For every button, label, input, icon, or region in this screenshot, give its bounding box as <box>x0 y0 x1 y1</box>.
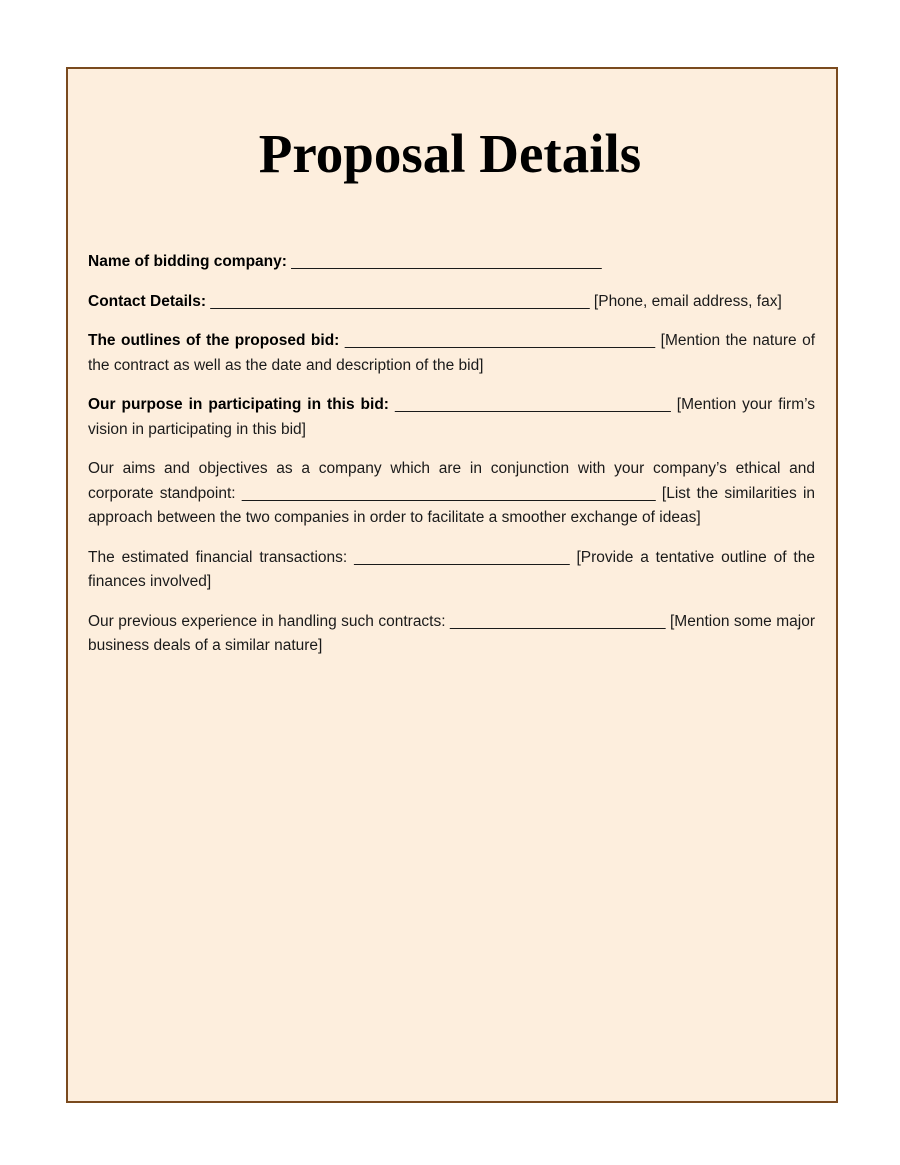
field-label: Name of bidding company: <box>88 253 287 270</box>
field-previous-experience <box>88 610 815 659</box>
field-proposed-bid <box>88 329 815 378</box>
field-hint: [Mention the nature of the contract as well as the date and description of the bid] <box>88 332 816 374</box>
field-blank[interactable]: ____________________________________ <box>344 332 656 349</box>
field-label: Contact Details: <box>88 292 206 310</box>
field-blank[interactable]: ________________________________________________ <box>241 484 656 502</box>
field-label: The estimated financial transactions: <box>88 548 348 566</box>
page-title: Proposal Details <box>258 123 642 184</box>
field-blank[interactable]: ____________________________________________ <box>210 292 590 310</box>
field-hint: [List the similarities in approach between the two companies in order to facilitate a smoother exchange of ideas] <box>88 484 816 526</box>
field-label: Our previous experience in handling such contracts: <box>88 612 446 630</box>
field-blank[interactable]: _________________________ <box>354 548 570 566</box>
field-label: Our purpose in participating in this bid: <box>88 396 389 413</box>
field-hint: [Mention some major business deals of a similar nature] <box>88 612 815 654</box>
field-label: The outlines of the proposed bid: <box>88 332 340 349</box>
field-blank[interactable]: ____________________________________ <box>291 253 602 270</box>
field-financial-transactions <box>88 546 815 595</box>
field-company-name <box>88 250 815 275</box>
field-blank[interactable]: _________________________ <box>450 612 666 630</box>
field-hint: [Phone, email address, fax] <box>593 292 782 310</box>
field-contact-details <box>88 290 815 315</box>
field-aims-objectives <box>88 457 815 531</box>
field-hint: [Provide a tentative outline of the finances involved] <box>88 548 815 590</box>
field-blank[interactable]: ________________________________ <box>394 396 671 413</box>
proposal-form <box>88 250 815 674</box>
field-label: Our aims and objectives as a company which are in conjunction with your company’s ethical and corporate standpoint: <box>88 460 815 502</box>
field-purpose <box>88 393 815 442</box>
field-hint: [Mention your firm’s vision in participating in this bid] <box>88 396 816 438</box>
